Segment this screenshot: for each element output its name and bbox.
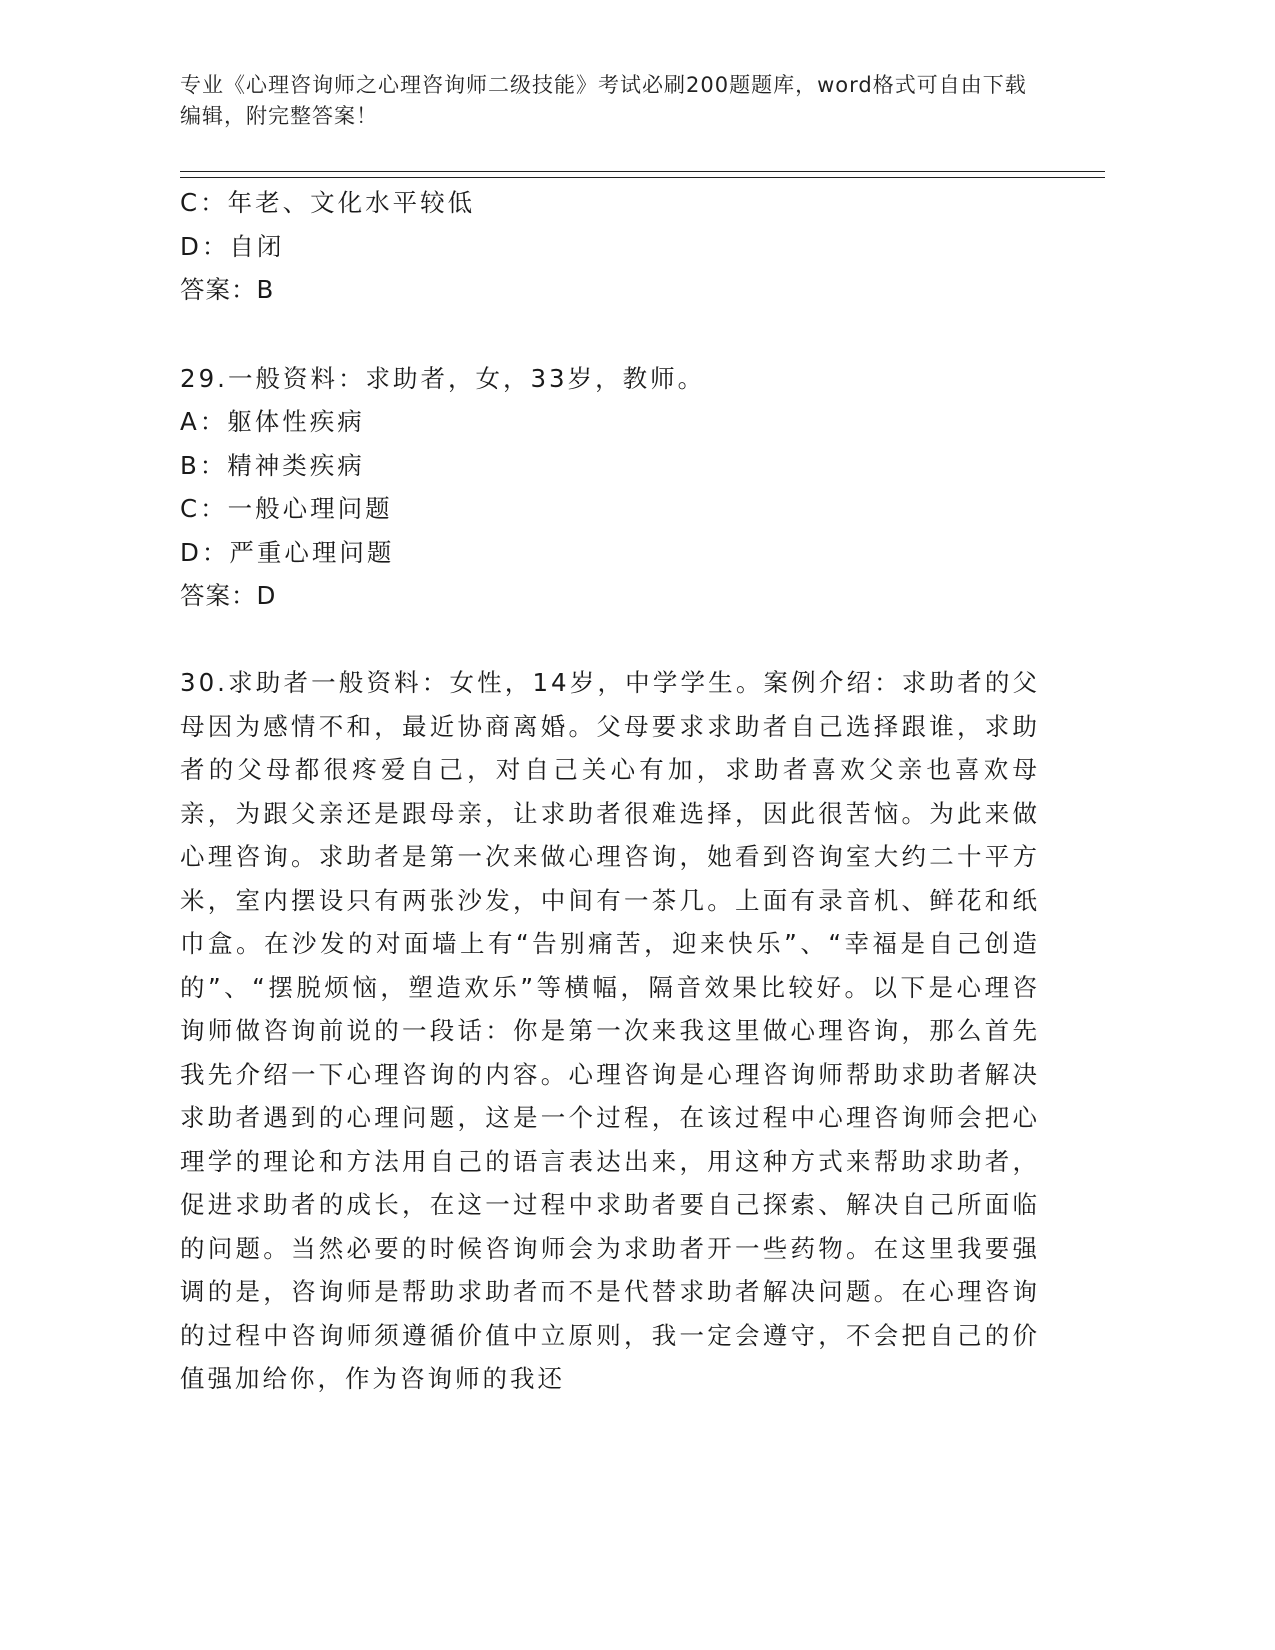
question-28-tail [180,181,1110,312]
q29-option-c: C：一般心理问题 [180,494,393,523]
q29-option-a: A：躯体性疾病 [180,407,365,436]
page-header [180,70,1040,132]
q28-answer: 答案：B [180,275,275,304]
q29-stem: 29.一般资料：求助者，女，33岁，教师。 [180,363,706,393]
q29-answer: 答案：D [180,581,277,610]
q29-option-d: D：严重心理问题 [180,537,395,567]
header-text: 专业《心理咨询师之心理咨询师二级技能》考试必刷200题题库，word格式可自由下载编辑，附完整答案！ [180,73,1027,128]
spacer [180,312,1110,357]
q28-option-d: D：自闭 [180,231,285,261]
q29-option-b: B：精神类疾病 [180,450,365,480]
document-body [180,181,1110,1401]
q30-stem: 30.求助者一般资料：女性，14岁，中学学生。案例介绍：求助者的父母因为感情不和，最近协商离婚。父母要求求助者自己选择跟谁，求助者的父母都很疼爱自己，对自己关心有加，求助者喜欢父亲也喜欢母亲，为跟父亲还是跟母亲，让求助者很难选择，因此很苦恼。为此来做心理咨询。求助者是第一次来做心理咨询，她看到咨询室大约二十平方米，室内摆设只有两张沙发，中间有一茶几。上面有录音机、鲜花和纸巾盒。在沙发的对面墙上有“告别痛苦，迎来快乐”、“幸福是自己创造的”、“摆脱烦恼，塑造欢乐”等横幅，隔音效果比较好。以下是心理咨询师做咨询前说的一段话：你是第一次来我这里做心理咨询，那么首先我先介绍一下心理咨询的内容。心理咨询是心理咨询师帮助求助者解决求助者遇到的心理问题，这是一个过程，在该过程中心理咨询师会把心理学的理论和方法用自己的语言表达出来，用这种方式来帮助求助者，促进求助者的成长，在这一过程中求助者要自己探索、解决自己所面临的问题。当然必要的时候咨询师会为求助者开一些药物。在这里我要强调的是，咨询师是帮助求助者而不是代替求助者解决问题。在心理咨询的过程中咨询师须遵循价值中立原则，我一定会遵守，不会把自己的价值强加给你，作为咨询师的我还 [180,668,1040,1393]
question-29 [180,357,1110,618]
question-30 [180,661,1110,1401]
header-divider [180,171,1105,178]
spacer [180,618,1110,662]
q28-option-c: C：年老、文化水平较低 [180,188,476,217]
